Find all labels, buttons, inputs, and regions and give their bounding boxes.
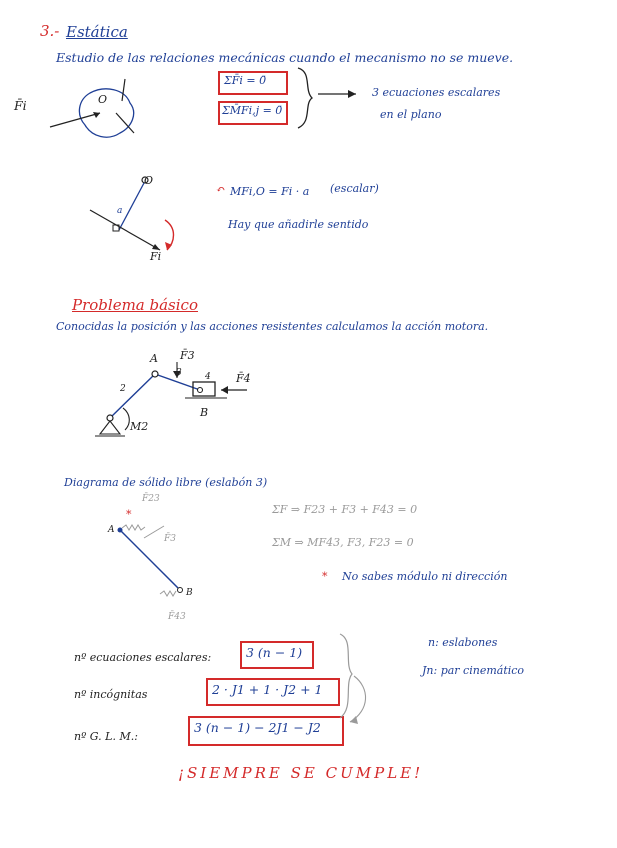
joint-b-label: B — [200, 406, 209, 419]
moment-arrow-icon: ↶ — [216, 183, 226, 196]
row2-value: 2 · J1 + 1 · J2 + 1 — [212, 682, 323, 697]
fbd-sum-moments: ΣM ⇒ MF43, F3, F23 = 0 — [272, 536, 414, 549]
conclusion: ¡SIEMPRE SE CUMPLE! — [178, 764, 424, 782]
link-2-label: 2 — [120, 384, 126, 394]
free-body-diagram — [100, 500, 200, 620]
row3-label: nº G. L. M.: — [74, 730, 138, 743]
problem-title: Problema básico — [72, 296, 198, 314]
fbd-f23-label: F̄23 — [142, 494, 160, 504]
fbd-note-star: * — [322, 570, 328, 583]
moment-note: (escalar) — [330, 182, 379, 195]
problem-statement: Conocidas la posición y las acciones resistentes calculamos la acción motora. — [56, 320, 489, 333]
sum-moments-equation: ΣM̄Fi,j = 0̄ — [222, 104, 283, 117]
moment-m2-label: M2 — [130, 420, 149, 433]
legend-jn: Jn: par cinemático — [422, 664, 525, 677]
section-description: Estudio de las relaciones mecánicas cuando el mecanismo no se mueve. — [56, 50, 514, 65]
slider-crank-mechanism — [85, 350, 285, 450]
fbd-f3-label: F̄3 — [164, 534, 176, 544]
legend-n: n: eslabones — [428, 636, 498, 649]
row1-value: 3 (n − 1) — [246, 645, 303, 660]
row1-label: nº ecuaciones escalares: — [74, 651, 212, 664]
point-o-label: O — [144, 174, 154, 187]
link-4-label: 4 — [205, 372, 211, 382]
brace-arrow — [290, 64, 370, 134]
fbd-star-mark: * — [126, 508, 132, 521]
body-o-label: O — [98, 93, 108, 106]
moment-arm-sketch — [85, 170, 195, 265]
direction-note: Hay que añadirle sentido — [228, 218, 369, 231]
joint-a-label: A — [150, 352, 158, 365]
rigid-body-sketch — [30, 75, 160, 150]
fbd-a-label: A — [108, 525, 115, 535]
fbd-note: No sabes módulo ni dirección — [342, 570, 508, 583]
fbd-title: Diagrama de sólido libre (eslabón 3) — [64, 476, 268, 489]
row3-value: 3 (n − 1) − 2J1 − J2 — [194, 720, 321, 735]
force-f3-label: F̄3 — [180, 349, 195, 362]
force-f4-label: F̄4 — [236, 372, 251, 385]
result-line-2: en el plano — [380, 108, 442, 121]
moment-equation: MFi,O = Fi · a — [230, 185, 310, 198]
fbd-b-label: B — [186, 588, 193, 598]
sum-forces-equation: ΣF̄i = 0̄ — [224, 74, 267, 87]
fbd-sum-forces: ΣF ⇒ F23 + F3 + F43 = 0 — [272, 503, 418, 516]
section-title: Estática — [66, 23, 128, 41]
row2-label: nº incógnitas — [74, 688, 148, 701]
force-fi-2-label: Fi — [150, 250, 162, 263]
force-fi-label: F̄i — [14, 98, 27, 113]
result-line-1: 3 ecuaciones escalares — [372, 86, 501, 99]
fbd-f43-label: F̄43 — [168, 612, 186, 622]
counts-brace — [330, 630, 380, 730]
section-number: 3.- — [40, 22, 60, 40]
link-3-label: 3 — [176, 368, 182, 378]
arm-a-label: a — [117, 206, 123, 216]
